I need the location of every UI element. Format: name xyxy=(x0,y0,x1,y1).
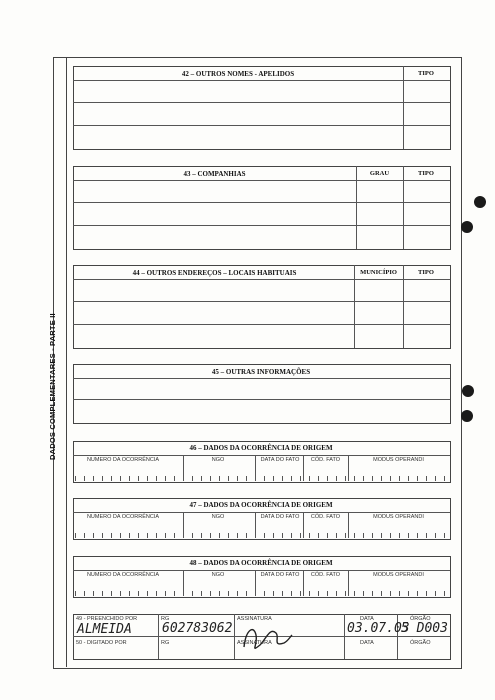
digit-boxes[interactable] xyxy=(75,476,447,481)
col-modus: MODUS OPERANDI xyxy=(373,514,424,520)
divider xyxy=(73,512,450,513)
divider xyxy=(73,225,450,226)
handwritten-rg: 602783062 xyxy=(162,621,233,636)
digit-boxes[interactable] xyxy=(75,591,447,596)
section-44-title: 44 – OUTROS ENDEREÇOS – LOCAIS HABITUAIS xyxy=(132,269,297,277)
section-44 xyxy=(73,265,451,349)
handwritten-orgao: 5 D003 xyxy=(401,621,448,636)
divider xyxy=(73,80,450,81)
label-data: DATA xyxy=(360,640,374,646)
side-label: DADOS COMPLEMENTARES - PARTE II xyxy=(48,313,57,460)
side-divider xyxy=(66,57,67,667)
divider xyxy=(73,301,450,302)
label-assinatura: ASSINATURA xyxy=(237,616,272,622)
signature-scribble xyxy=(236,617,296,657)
col-cod-fato: CÓD. FATO xyxy=(310,457,341,463)
col-modus: MODUS OPERANDI xyxy=(373,572,424,578)
divider xyxy=(73,202,450,203)
label-orgao: ÓRGÃO xyxy=(410,640,431,646)
punch-hole-icon xyxy=(461,410,473,422)
divider xyxy=(73,570,450,571)
section-48-title: 48 – DADOS DA OCORRÊNCIA DE ORIGEM xyxy=(189,559,333,567)
divider xyxy=(158,614,159,659)
handwritten-date: 03.07.03 xyxy=(347,621,410,636)
col-data-fato: DATA DO FATO xyxy=(260,457,300,463)
label-orgao: ÓRGÃO xyxy=(410,616,431,622)
divider xyxy=(354,265,355,348)
section-46-title: 46 – DADOS DA OCORRÊNCIA DE ORIGEM xyxy=(189,444,333,452)
divider xyxy=(234,614,235,659)
col-tipo: TIPO xyxy=(418,269,434,276)
section-45-title: 45 – OUTRAS INFORMAÇÕES xyxy=(211,368,311,376)
divider xyxy=(403,166,404,249)
label-rg: RG xyxy=(161,640,170,646)
punch-hole-icon xyxy=(474,196,486,208)
label-digitado: 50 - DIGITADO POR xyxy=(76,640,127,646)
col-data-fato: DATA DO FATO xyxy=(260,514,300,520)
divider xyxy=(73,399,450,400)
divider xyxy=(73,378,450,379)
col-numero-ocorrencia: NUMERO DA OCORRÊNCIA xyxy=(86,514,160,520)
label-rg: RG xyxy=(161,616,170,622)
entry-field[interactable] xyxy=(73,102,403,125)
col-numero-ocorrencia: NUMERO DA OCORRÊNCIA xyxy=(86,572,160,578)
col-municipio: MUNICÍPIO xyxy=(360,269,397,276)
divider xyxy=(73,125,450,126)
digit-boxes[interactable] xyxy=(75,533,447,538)
col-cod-fato: CÓD. FATO xyxy=(310,514,341,520)
divider xyxy=(403,265,404,348)
section-43-title: 43 – COMPANHIAS xyxy=(183,170,246,178)
col-cod-fato: CÓD. FATO xyxy=(310,572,341,578)
col-ngo: NGO xyxy=(211,572,225,578)
col-numero-ocorrencia: NUMERO DA OCORRÊNCIA xyxy=(86,457,160,463)
divider xyxy=(73,324,450,325)
col-tipo: TIPO xyxy=(418,170,434,177)
handwritten-name: ALMEIDA xyxy=(77,622,132,637)
section-42-title: 42 – OUTROS NOMES - APELIDOS xyxy=(181,70,295,78)
col-ngo: NGO xyxy=(211,457,225,463)
divider xyxy=(73,279,450,280)
divider xyxy=(344,614,345,659)
punch-hole-icon xyxy=(462,385,474,397)
col-grau: GRAU xyxy=(369,170,390,177)
col-data-fato: DATA DO FATO xyxy=(260,572,300,578)
col-modus: MODUS OPERANDI xyxy=(373,457,424,463)
divider xyxy=(73,180,450,181)
col-tipo: TIPO xyxy=(418,70,434,77)
punch-hole-icon xyxy=(461,221,473,233)
divider xyxy=(403,66,404,149)
divider xyxy=(356,166,357,249)
label-preenchido: 49 - PREENCHIDO POR xyxy=(76,616,138,622)
section-47-title: 47 – DADOS DA OCORRÊNCIA DE ORIGEM xyxy=(189,501,333,509)
label-data: DATA xyxy=(360,616,374,622)
col-ngo: NGO xyxy=(211,514,225,520)
section-43 xyxy=(73,166,451,250)
label-assinatura: ASSINATURA xyxy=(237,640,272,646)
divider xyxy=(73,455,450,456)
